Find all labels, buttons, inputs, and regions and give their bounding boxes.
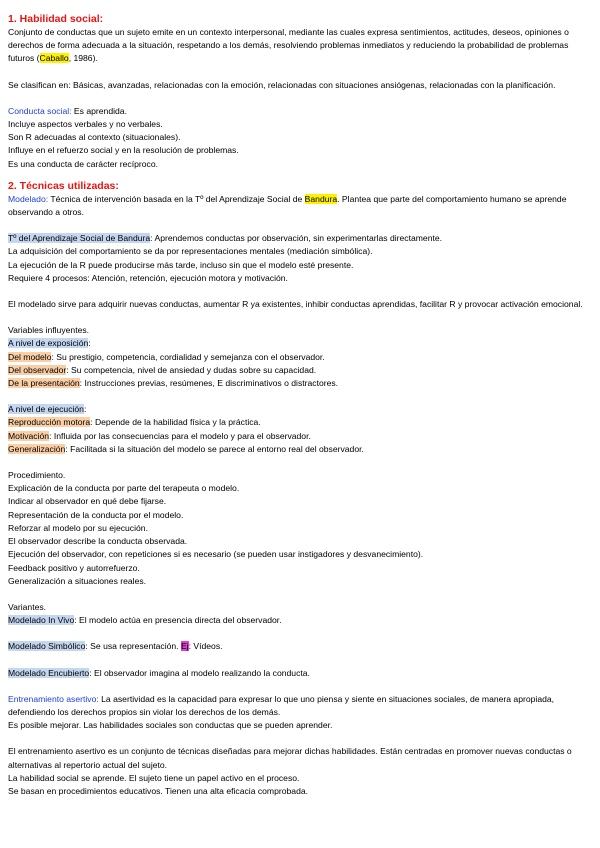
list-item: La adquisición del comportamiento se da por representaciones mentales (mediación simbólica).: [8, 246, 373, 257]
list-item: Influye en el refuerzo social y en la resolución de problemas.: [8, 145, 239, 156]
highlight-bandura: Bandura: [304, 193, 338, 204]
list-item: Explicación de la conducta por parte del terapeuta o modelo.: [8, 483, 240, 494]
definition-text-a: Conjunto de conductas que un sujeto emite en un contexto interpersonal, mediante las cuales expresa sentimientos, actitudes, deseos, opiniones o derechos de forma adecuada a la situación, respetando a los demás, resolviendo problemas inmediatos y reduciendo la probabilidad de problemas futuros (: [8, 27, 569, 64]
highlight-label: De la presentación: [8, 378, 80, 389]
highlight-in-vivo: Modelado In Vivo: [8, 615, 75, 626]
section-heading-habilidad-social: 1. Habilidad social:: [8, 13, 104, 25]
list-item: [8, 443, 592, 456]
variables-title: Variables influyentes.: [8, 325, 90, 336]
list-item-text: : Depende de la habilidad física y la práctica.: [90, 417, 261, 428]
list-item: Representación de la conducta por el modelo.: [8, 509, 184, 520]
list-item: [8, 416, 592, 429]
modelado-simbolico-line: [8, 640, 592, 653]
variantes-title: Variantes.: [8, 601, 47, 612]
list-item-text: : Facilitada si la situación del modelo se parece al entorno real del observador.: [65, 443, 364, 454]
highlight-label: Reproducción motora: [8, 417, 91, 428]
list-item: [8, 364, 592, 377]
list-item-text: : Su competencia, nivel de ansiedad y dudas sobre su capacidad.: [66, 364, 317, 375]
entrenamiento-asertivo-paragraph: [8, 693, 592, 719]
list-item: Son R adecuadas al contexto (situacionales).: [8, 132, 181, 143]
list-item: Es una conducta de carácter recíproco.: [8, 158, 158, 169]
list-item-text: : Instrucciones previas, resúmenes, E discriminativos o distractores.: [79, 378, 339, 389]
list-item: Requiere 4 procesos: Atención, retención, ejecución motora y motivación.: [8, 272, 288, 283]
list-item: El observador describe la conducta observada.: [8, 536, 188, 547]
highlight-caballo: Caballo: [39, 53, 69, 64]
list-item-text: : Su prestigio, competencia, cordialidad y semejanza con el observador.: [51, 351, 325, 362]
list-item: Indicar al observador en qué debe fijarse.: [8, 496, 167, 507]
modelado-paragraph: [8, 193, 592, 219]
simbolico-text-b: : Vídeos.: [188, 641, 223, 652]
modelado-in-vivo-line: [8, 614, 592, 627]
modelado-text-a: Técnica de intervención basada en la Tº del Aprendizaje Social de: [48, 193, 305, 204]
highlight-ej: Ej: [180, 641, 189, 652]
term-entrenamiento-asertivo: Entrenamiento asertivo:: [8, 693, 99, 704]
highlight-label: Motivación: [8, 430, 50, 441]
highlight-label: Generalización: [8, 443, 66, 454]
conducta-social-text: Es aprendida.: [71, 105, 127, 116]
term-conducta-social: Conducta social:: [8, 105, 72, 116]
encubierto-text: : El observador imagina al modelo realizando la conducta.: [89, 667, 310, 678]
modelado-encubierto-line: [8, 667, 592, 680]
list-item: La ejecución de la R puede producirse más tarde, incluso sin que el modelo esté presente.: [8, 259, 354, 270]
list-item: Se basan en procedimientos educativos. Tienen una alta eficacia comprobada.: [8, 785, 309, 796]
definition-paragraph: [8, 26, 592, 66]
highlight-encubierto: Modelado Encubierto: [8, 667, 90, 678]
modelado-uses-paragraph: El modelado sirve para adquirir nuevas conductas, aumentar R ya existentes, inhibir conductas aprendidas, facilitar R y provocar activación emocional.: [8, 299, 583, 310]
highlight-ejecucion: A nivel de ejecución: [8, 404, 84, 415]
list-item: Reforzar al modelo por su ejecución.: [8, 522, 148, 533]
list-item: [8, 377, 592, 390]
entrenamiento-description: El entrenamiento asertivo es un conjunto de técnicas diseñadas para mejorar dichas habilidades. Están centradas en promover nuevas conductas o alternativas al repertorio actual del sujeto.: [8, 746, 572, 770]
highlight-simbolico: Modelado Simbólico: [8, 641, 86, 652]
highlight-label: Del modelo: [8, 351, 52, 362]
teoria-line: [8, 232, 592, 245]
list-item: Ejecución del observador, con repeticiones si es necesario (se pueden usar instigadores y desvanecimiento).: [8, 549, 424, 560]
list-item: Es posible mejorar. Las habilidades sociales son conductas que se pueden aprender.: [8, 720, 333, 731]
modelado-text-b: . Plantea que parte del comportamiento humano se aprende observando a otros.: [8, 193, 567, 218]
definition-text-b: , 1986).: [68, 53, 98, 64]
ejecucion-line: A nivel de ejecución:: [8, 404, 87, 415]
list-item: [8, 430, 592, 443]
classification-paragraph: Se clasifican en: Básicas, avanzadas, relacionadas con la emoción, relacionadas con situaciones ansiógenas, relacionadas con la planificación.: [8, 79, 556, 90]
section-heading-tecnicas: 2. Técnicas utilizadas:: [8, 179, 119, 192]
highlight-label: Del observador: [8, 364, 67, 375]
teoria-text: : Aprendemos conductas por observación, sin experimentarlas directamente.: [150, 233, 443, 244]
highlight-exposicion: A nivel de exposición: [8, 338, 89, 349]
list-item: Incluye aspectos verbales y no verbales.: [8, 119, 163, 130]
list-item: Feedback positivo y autorrefuerzo.: [8, 562, 140, 573]
conducta-social-line: [8, 105, 592, 118]
list-item: La habilidad social se aprende. El sujeto tiene un papel activo en el proceso.: [8, 772, 300, 783]
list-item: [8, 351, 592, 364]
list-item: Generalización a situaciones reales.: [8, 575, 147, 586]
list-item-text: : Influida por las consecuencias para el modelo y para el observador.: [49, 430, 311, 441]
term-modelado: Modelado:: [8, 193, 49, 204]
exposicion-line: A nivel de exposición:: [8, 338, 91, 349]
highlight-teoria-bandura: Tº del Aprendizaje Social de Bandura: [8, 233, 151, 244]
simbolico-text-a: : Se usa representación.: [85, 641, 181, 652]
asertivo-text: La asertividad es la capacidad para expresar lo que uno piensa y siente en situaciones sociales, de manera apropiada, defendiendo los derechos propios sin violar los derechos de los demás.: [8, 693, 555, 717]
procedimiento-title: Procedimiento.: [8, 470, 66, 481]
in-vivo-text: : El modelo actúa en presencia directa del observador.: [74, 615, 282, 626]
